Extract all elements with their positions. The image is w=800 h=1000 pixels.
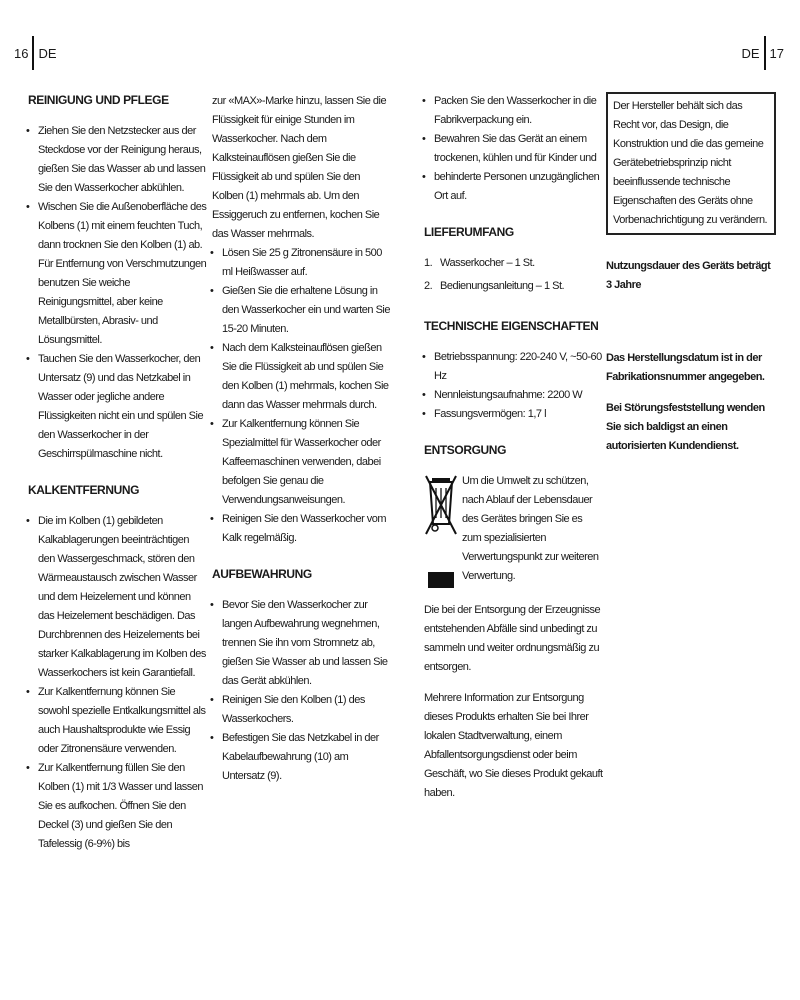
list-item bbox=[424, 254, 604, 273]
manufacture-date-note: Das Herstellungsdatum ist in der Fabrikationsnummer angegeben. bbox=[606, 352, 765, 383]
list-item: • Nach dem Kalksteinauflösen gießen Sie die Flüssigkeit ab und spülen Sie den Kolben (1) mehrmals, kochen Sie dann das Wasser mehrmals durch. bbox=[212, 339, 392, 415]
column-3 bbox=[424, 92, 604, 803]
language-label-right: DE bbox=[741, 45, 760, 61]
entsorgung-text: Die bei der Entsorgung der Erzeugnisse entstehenden Abfälle sind unbedingt zu sammeln und weiter ordnungsmäßig zu entsorgen. bbox=[424, 604, 601, 673]
language-label-left: DE bbox=[38, 45, 57, 61]
list-item: • Nennleistungsaufnahme: 2200 W bbox=[424, 386, 604, 405]
list-item: • Zur Kalkentfernung können Sie Spezialmittel für Wasserkocher oder Kaffeemaschinen verwenden, dabei befolgen Sie genau die Verwendungsanweisungen. bbox=[212, 415, 392, 510]
heading-lieferumfang: LIEFERUMFANG bbox=[424, 225, 514, 239]
header-divider-right bbox=[764, 36, 766, 70]
list-item: • Zur Kalkentfernung füllen Sie den Kolben (1) mit 1/3 Wasser und lassen Sie es aufkochen. Öffnen Sie den Deckel (3) und gießen Sie den Tafelessig (6-9%) bis bbox=[28, 759, 208, 854]
manufacturer-note-box: Der Hersteller behält sich das Recht vor, das Design, die Konstruktion und die das gemeine Gerätebetriebsprinzip nicht beeinflussende technische Eigenschaften des Geräts ohne Vorbenachrichtigung zu verändern. bbox=[606, 92, 776, 235]
heading-kalkentfernung: KALKENTFERNUNG bbox=[28, 483, 140, 497]
lieferumfang-list bbox=[424, 254, 604, 296]
list-item: • Lösen Sie 25 g Zitronensäure in 500 ml Heißwasser auf. bbox=[212, 244, 392, 282]
list-item: • Zur Kalkentfernung können Sie sowohl spezielle Entkalkungsmittel als auch Haushaltsprodukte wie Essig oder Zitronensäure verwenden. bbox=[28, 683, 208, 759]
list-item: • Gießen Sie die erhaltene Lösung in den Wasserkocher ein und warten Sie 15-20 Minuten. bbox=[212, 282, 392, 339]
list-item: • Betriebsspannung: 220-240 V, ~50-60 Hz bbox=[424, 348, 604, 386]
list-item: • Befestigen Sie das Netzkabel in der Kabelaufbewahrung (10) am Untersatz (9). bbox=[212, 729, 392, 786]
list-item bbox=[424, 277, 604, 296]
heading-technische-eigenschaften: TECHNISCHE EIGENSCHAFTEN bbox=[424, 319, 599, 333]
list-item: • Ziehen Sie den Netzstecker aus der Steckdose vor der Reinigung heraus, gießen Sie das Wasser ab und lassen Sie den Wasserkocher abkühlen. bbox=[28, 122, 208, 198]
column-4 bbox=[606, 92, 776, 456]
header-right bbox=[741, 36, 784, 70]
heading-reinigung: REINIGUNG UND PFLEGE bbox=[28, 93, 169, 107]
aufbewahrung-list-continued bbox=[424, 92, 604, 206]
kalk-list bbox=[28, 512, 208, 854]
page-number-left: 16 bbox=[14, 45, 29, 61]
list-number: 1. bbox=[424, 257, 433, 269]
reinigung-list bbox=[28, 122, 208, 464]
header-left bbox=[14, 36, 57, 70]
weee-bin-icon bbox=[424, 472, 458, 599]
list-item: • Reinigen Sie den Kolben (1) des Wasserkochers. bbox=[212, 691, 392, 729]
service-note: Bei Störungsfeststellung wenden Sie sich baldigst an einen autorisierten Kundendienst. bbox=[606, 402, 765, 452]
list-item: • Reinigen Sie den Wasserkocher vom Kalk regelmäßig. bbox=[212, 510, 392, 548]
list-item: • Bevor Sie den Wasserkocher zur langen Aufbewahrung wegnehmen, trennen Sie ihn vom Stromnetz ab, gießen Sie Wasser ab und lassen Sie das Gerät abkühlen. bbox=[212, 596, 392, 691]
heading-aufbewahrung: AUFBEWAHRUNG bbox=[212, 567, 312, 581]
list-item: • Die im Kolben (1) gebildeten Kalkablagerungen beeinträchtigen den Wassergeschmack, stören den Wärmeaustausch zwischen Wasser und dem Heizelement und können das Heizelement beschädigen. Das Durchbrennen des Heizelements bei starker Kalkablagerung im Kolben des Wasserkochers ist kein Garantiefall. bbox=[28, 512, 208, 683]
list-item: • Bewahren Sie das Gerät an einem trockenen, kühlen und für Kinder und bbox=[424, 130, 604, 168]
list-text: Bedienungsanleitung – 1 St. bbox=[440, 280, 565, 292]
header-divider-left bbox=[32, 36, 34, 70]
technik-list bbox=[424, 348, 604, 424]
column-2 bbox=[212, 92, 392, 786]
entsorgung-more-info: Mehrere Information zur Entsorgung dieses Produkts erhalten Sie bei Ihrer lokalen Stadtverwaltung, einem Abfallentsorgungsdienst oder beim Geschäft, wo Sie dieses Produkt gekauft haben. bbox=[424, 692, 603, 799]
list-item: • Packen Sie den Wasserkocher in die Fabrikverpackung ein. bbox=[424, 92, 604, 130]
list-number: 2. bbox=[424, 280, 433, 292]
kalk-continued-text: zur «MAX»-Marke hinzu, lassen Sie die Flüssigkeit für einige Stunden im Wasserkocher. Nach dem Kalksteinauflösen gießen Sie die Flüssigkeit ab und spülen Sie den Kolben (1) mehrmals ab. Um den Essiggeruch zu entfernen, kochen Sie das Wasser mehrmals. bbox=[212, 95, 387, 240]
page-number-right: 17 bbox=[769, 45, 784, 61]
list-item: • Tauchen Sie den Wasserkocher, den Untersatz (9) und das Netzkabel in Wasser oder jegliche andere Flüssigkeiten nicht ein und spülen Sie den Wasserkocher in der Geschirrspülmaschine nicht. bbox=[28, 350, 208, 464]
entsorgung-icon-text: Um die Umwelt zu schützen, nach Ablauf der Lebensdauer des Gerätes bringen Sie es zum spezialisierten Verwertungspunkt zur weiteren Verwertung. bbox=[462, 475, 599, 582]
list-item: • behinderte Personen unzugänglichen Ort auf. bbox=[424, 168, 604, 206]
kalk-list-continued bbox=[212, 244, 392, 548]
heading-entsorgung: ENTSORGUNG bbox=[424, 443, 507, 457]
column-1 bbox=[28, 92, 208, 854]
list-item: • Wischen Sie die Außenoberfläche des Kolbens (1) mit einem feuchten Tuch, dann trocknen Sie den Kolben (1) ab. Für Entfernung von Verschmutzungen benutzen Sie weiche Reinigungsmittel, aber keine Metallbürsten, Abrasiv- und Lösungsmittel. bbox=[28, 198, 208, 350]
aufbewahrung-list bbox=[212, 596, 392, 786]
entsorgung-block bbox=[424, 472, 604, 599]
lifetime-note: Nutzungsdauer des Geräts beträgt 3 Jahre bbox=[606, 260, 771, 291]
list-text: Wasserkocher – 1 St. bbox=[440, 257, 535, 269]
list-item: • Fassungsvermögen: 1,7 l bbox=[424, 405, 604, 424]
